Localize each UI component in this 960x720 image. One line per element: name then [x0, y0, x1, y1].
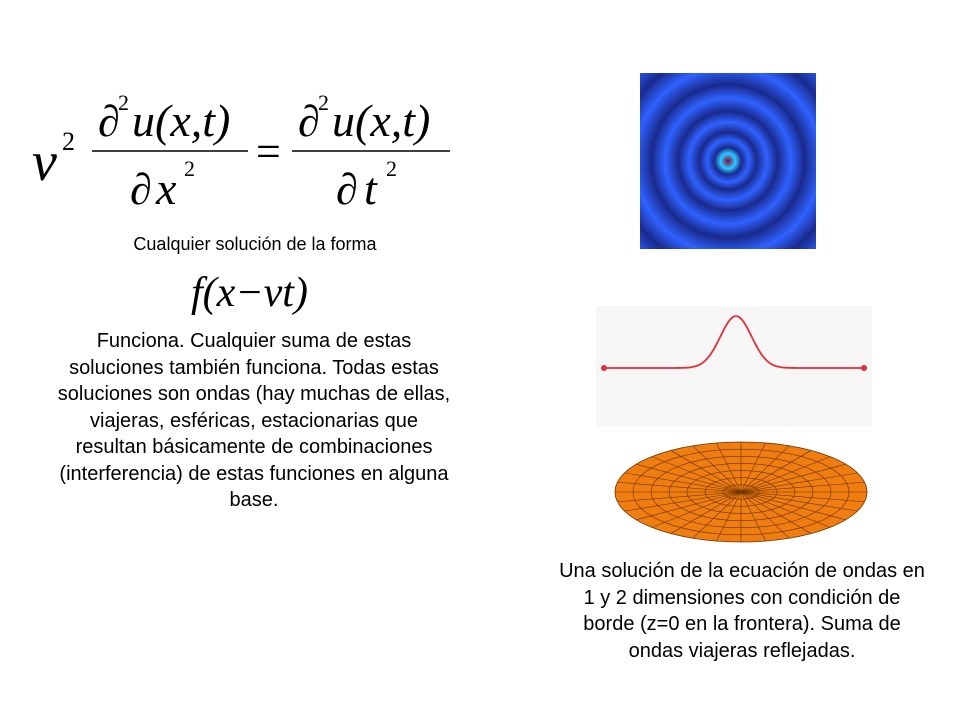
left-denominator-partial: ∂ [130, 165, 152, 214]
solution-form-label: Cualquier solución de la forma [133, 234, 377, 254]
left-numerator-partial: ∂ [98, 97, 120, 146]
left-endpoint-icon [601, 365, 607, 371]
wave-equation [30, 80, 460, 220]
string-pulse-image [596, 306, 872, 426]
right-numerator-function: u(x,t) [332, 95, 431, 146]
left-denominator-variable: x [156, 163, 177, 214]
drum-membrane-image [612, 438, 870, 546]
membrane-mesh [615, 442, 867, 542]
right-endpoint-icon [861, 365, 867, 371]
right-denominator-variable: t [364, 163, 377, 214]
left-paragraph: Funciona. Cualquier suma de estas soluciones también funciona. Todas estas soluciones son ondas (hay muchas de ellas, viajeras, esféricas, estacionarias que resultan básicamente de combinaciones (interferencia) de estas funciones en alguna base. [57, 330, 451, 511]
right-denominator-exponent: 2 [386, 156, 397, 181]
left-numerator-function: u(x,t) [132, 95, 231, 146]
equation-v-exponent: 2 [62, 127, 75, 156]
right-paragraph: Una solución de la ecuación de ondas en 1 y 2 dimensiones con condición de borde (z=0 en la frontera). Suma de ondas viajeras reflejadas. [559, 560, 925, 662]
right-numerator-exponent: 2 [318, 90, 329, 115]
pulse-background [596, 306, 872, 426]
equation-v: v [32, 131, 57, 193]
left-denominator-exponent: 2 [184, 156, 195, 181]
equals-sign: = [256, 127, 281, 176]
circular-wave-image [640, 73, 816, 249]
right-numerator-partial: ∂ [298, 97, 320, 146]
traveling-wave-function [185, 262, 355, 318]
left-numerator-exponent: 2 [118, 90, 129, 115]
right-denominator-partial: ∂ [336, 165, 358, 214]
ripple-field [640, 73, 816, 249]
function-expression: f(x−vt) [191, 270, 308, 316]
